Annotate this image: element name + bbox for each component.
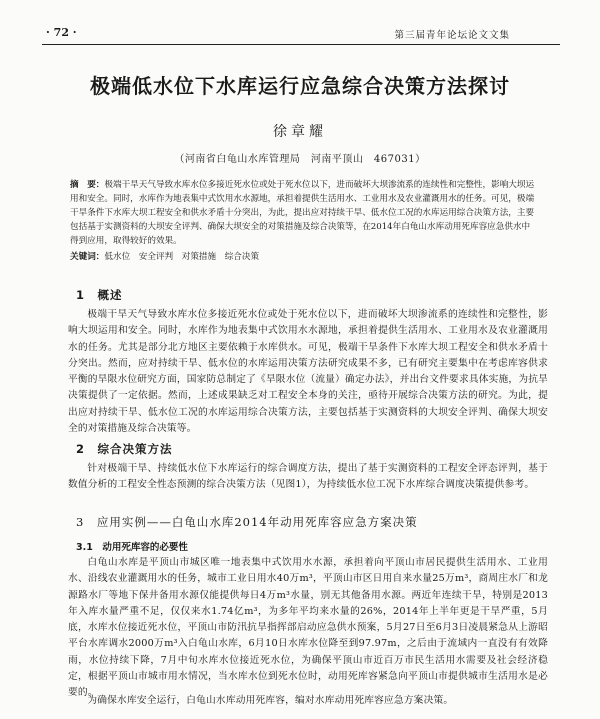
keywords-label: 关键词：	[70, 252, 105, 262]
section-heading-3: 3 应用实例——白龟山水库2014年动用死库容应急方案决策	[76, 515, 418, 529]
paper-author: 徐章耀	[273, 124, 327, 140]
section-1-paragraph: 极端干旱天气导致水库水位多接近死水位或处于死水位以下，进而破坏大坝渗流系的连续性和完整性，影响大坝运用和安全。同时，水库作为地表集中式饮用水水源地，承担着提供生活用水、工业用水及农业灌溉用水的任务。尤其是部分北方地区主要依赖于水库供水。可见，极端干旱条件下水库大坝工程安全和供水矛盾十分突出。然而，应对持续干旱、低水位的水库运用决策方法研究成果不多，已有研究主要集中在考虑库容供求平衡的旱限水位研究方面，国家防总制定了《旱限水位（流量）确定办法》，并出台文件要求具体实施，为抗旱决策提供了一定依据。然而，上述成果缺乏对工程安全本身的关注，亟待开展综合决策方法的研究。为此，提出应对持续干旱、低水位工况的水库运用综合决策方法，主要包括基于实测资料的大坝安全评判、确保大坝安全的对策措施及综合决策等。	[68, 309, 548, 435]
abstract-text: 极端干旱天气导致水库水位多接近死水位或处于死水位以下，进而破坏大坝渗流系的连续性和完整性，影响大坝运用和安全。同时，水库作为地表集中式饮用水水源地，承担着提供生活用水、工业用水及农业灌溉用水的任务。可见，极端干旱条件下水库大坝工程安全和供水矛盾十分突出，为此，提出应对持续干旱、低水位工况的水库运用综合决策方法，主要包括基于实测资料的大坝安全评判、确保大坝安全的对策措施及综合决策等，在2014年白龟山水库动用死库容应急供水中得到应用，取得较好的效果。	[70, 180, 535, 246]
paper-title: 极端低水位下水库运行应急综合决策方法探讨	[90, 74, 510, 98]
page-number: · 72 ·	[46, 26, 77, 39]
abstract-block	[70, 178, 538, 264]
abstract-paragraph	[70, 178, 538, 248]
section-3-1-paragraph: 白龟山水库是平顶山市城区唯一地表集中式饮用水水源，承担着向平顶山市居民提供生活用水、工业用水、沿线农业灌溉用水的任务，城市工业日用水40万m³，平顶山市区日用自来水量25万m³，商周庄水厂和龙源路水厂等地下保井备用水源仅能提供每日4万m³水量，别无其他备用水源。两近年连续干旱，特别是2013年入库水量严重不足，仅仅来水1.74亿m³，为多年平均来水量的26%，2014年上半年更是干旱严重，5月底，水库水位接近死水位，平顶山市防汛抗旱指挥部启动应急供水预案，5月27日至6月3日凌晨紧急从上游昭平台水库调水2000万m³入白龟山水库，6月10日水库水位降至到97.97m，之后由于流域内一直没有有效降雨，水位持续下降，7月中旬水库水位接近死水位，为确保平顶山市近百万市民生活用水需要及社会经济稳定，根据平顶山市城市用水情况，当水库水位到死水位时，动用死库容紧急向平顶山市提供城市生活用水是必要的。	[68, 557, 548, 699]
subsection-heading-3-1: 3.1 动用死库容的必要性	[76, 542, 188, 553]
abstract-label: 摘 要：	[70, 180, 105, 190]
journal-name: 第三届青年论坛论文文集	[394, 30, 510, 41]
section-2-paragraph: 针对极端干旱、持续低水位下水库运行的综合调度方法，提出了基于实测资料的工程安全评态评判，基于数值分析的工程安全性态预测的综合决策方法（见图1），为持续低水位工况下水库综合调度决策提供参考。	[68, 463, 548, 491]
section-3-1-paragraph-2: 为确保水库安全运行，白龟山水库动用死库容，编对水库动用死库容应急方案决策。	[87, 695, 454, 706]
section-heading-2: 2 综合决策方法	[76, 442, 173, 456]
keywords-line	[70, 250, 538, 264]
section-heading-1: 1 概述	[76, 288, 123, 302]
author-affiliation: （河南省白龟山水库管理局 河南平顶山 467031）	[174, 154, 426, 165]
keywords-text: 低水位 安全评判 对策措施 综合决策	[104, 252, 260, 262]
running-header	[42, 22, 560, 45]
